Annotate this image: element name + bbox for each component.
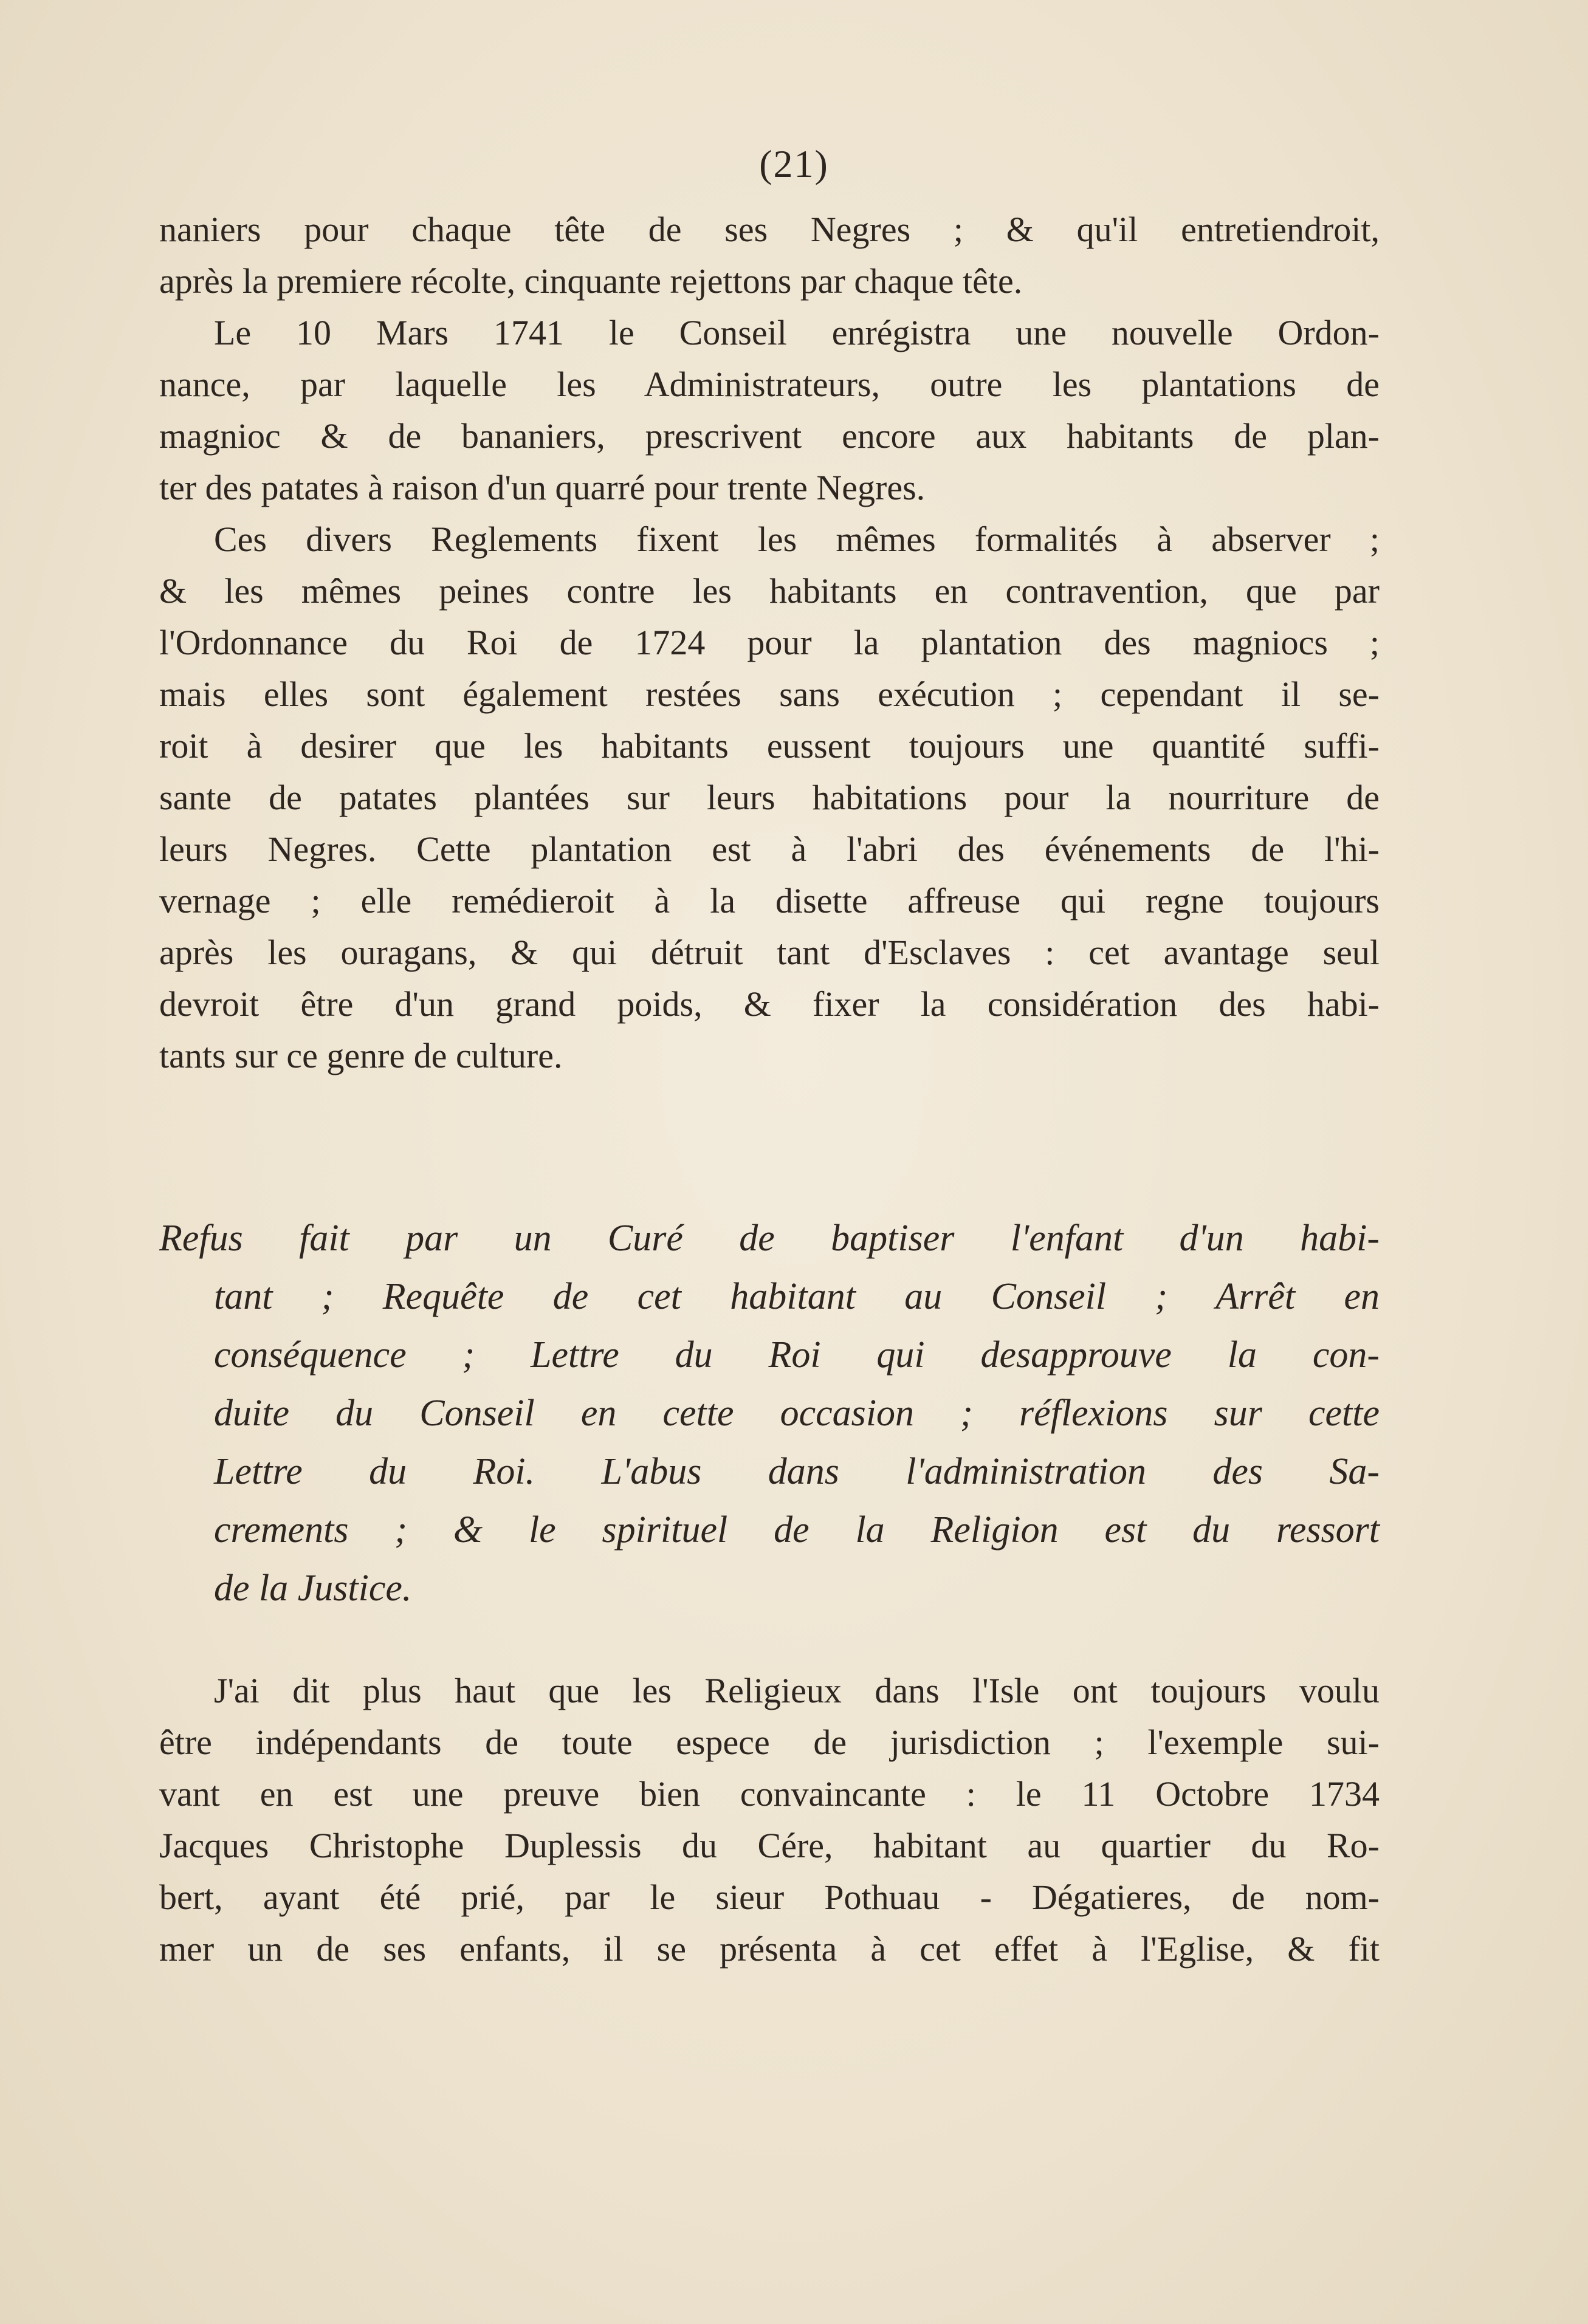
text-line: l'Ordonnance du Roi de 1724 pour la plantation des magniocs ; <box>159 623 1380 662</box>
heading-line: de la Justice. <box>214 1568 412 1609</box>
text-line: vernage ; elle remédieroit à la disette affreuse qui regne toujours <box>159 881 1380 920</box>
text-line: & les mêmes peines contre les habitants en contravention, que par <box>159 571 1380 611</box>
text-line: être indépendants de toute espece de jurisdiction ; l'exemple sui- <box>159 1722 1380 1762</box>
text-line: Jacques Christophe Duplessis du Cére, habitant au quartier du Ro- <box>159 1826 1380 1865</box>
heading-line: crements ; & le spirituel de la Religion est du ressort <box>214 1509 1380 1551</box>
text-line: naniers pour chaque tête de ses Negres ; & qu'il entretiendroit, <box>159 210 1380 249</box>
text-line: vant en est une preuve bien convaincante : le 11 Octobre 1734 <box>159 1774 1380 1814</box>
text-line: magnioc & de bananiers, prescrivent encore aux habitants de plan- <box>159 416 1380 456</box>
text-line: après la premiere récolte, cinquante rejettons par chaque tête. <box>159 261 1023 301</box>
text-line: après les ouragans, & qui détruit tant d'Esclaves : cet avantage seul <box>159 933 1380 972</box>
text-line: nance, par laquelle les Administrateurs, outre les plantations de <box>159 365 1380 404</box>
text-line: mais elles sont également restées sans exécution ; cependant il se- <box>159 674 1380 714</box>
text-line: J'ai dit plus haut que les Religieux dans l'Isle ont toujours voulu <box>214 1671 1380 1710</box>
heading-line: tant ; Requête de cet habitant au Conseil ; Arrêt en <box>214 1276 1380 1317</box>
body-text-block-2 <box>159 1665 1380 1975</box>
text-line: roit à desirer que les habitants eussent toujours une quantité suffi- <box>159 726 1380 766</box>
heading-line: conséquence ; Lettre du Roi qui desapprouve la con- <box>214 1334 1380 1376</box>
page-number: (21) <box>759 142 829 185</box>
text-line: Ces divers Reglements fixent les mêmes formalités à abserver ; <box>214 519 1380 559</box>
text-line: tants sur ce genre de culture. <box>159 1036 563 1075</box>
heading-line: duite du Conseil en cette occasion ; réflexions sur cette <box>214 1393 1380 1434</box>
text-line: leurs Negres. Cette plantation est à l'abri des événements de l'hi- <box>159 829 1380 869</box>
heading-line: Refus fait par un Curé de baptiser l'enfant d'un habi- <box>159 1218 1380 1259</box>
text-line: bert, ayant été prié, par le sieur Pothuau - Dégatieres, de nom- <box>159 1877 1380 1917</box>
text-line: Le 10 Mars 1741 le Conseil enrégistra une nouvelle Ordon- <box>214 313 1380 352</box>
text-line: ter des patates à raison d'un quarré pour trente Negres. <box>159 468 926 507</box>
heading-line: Lettre du Roi. L'abus dans l'administration des Sa- <box>214 1451 1380 1492</box>
body-text-block-1 <box>159 204 1380 1081</box>
section-heading <box>159 1209 1380 1617</box>
text-line: mer un de ses enfants, il se présenta à cet effet à l'Eglise, & fit <box>159 1929 1380 1969</box>
text-line: sante de patates plantées sur leurs habitations pour la nourriture de <box>159 778 1380 817</box>
text-line: devroit être d'un grand poids, & fixer la considération des habi- <box>159 984 1380 1024</box>
